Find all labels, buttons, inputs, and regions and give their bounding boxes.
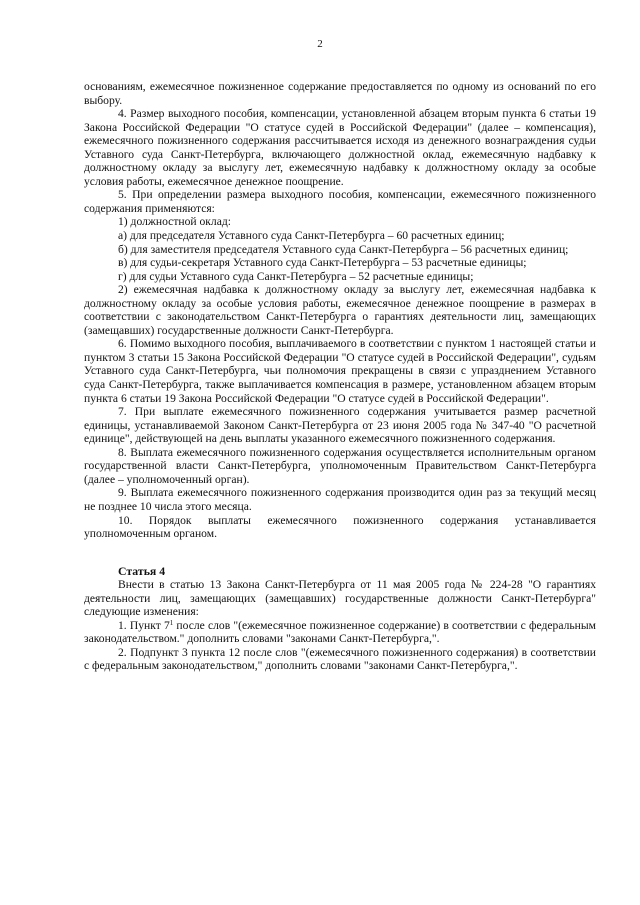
paragraph: 7. При выплате ежемесячного пожизненного содержания учитывается размер расчетной единицы, устанавливаемой Законом Санкт-Петербурга от 23 июня 2005 года № 347-40 "О расчетной единице", действующей на день выплаты указанного ежемесячного пожизненного содержания. [84,405,596,446]
paragraph: 6. Помимо выходного пособия, выплачиваемого в соответствии с пунктом 1 настоящей статьи и пунктом 3 статьи 15 Закона Российской Федерации "О статусе судей в Российской Федерации", судьям Уставного суда Санкт-Петербурга, чьи полномочия прекращены в связи с упразднением Уставного суда Санкт-Петербурга, также выплачивается компенсация в размере, установленном абзацем вторым пункта 6 статьи 19 Закона Российской Федерации "О статусе судей в Российской Федерации". [84,337,596,405]
paragraph: в) для судьи-секретаря Уставного суда Санкт-Петербурга – 53 расчетные единицы; [118,256,527,270]
article-item-1 [84,619,596,646]
page-number: 2 [317,38,323,50]
paragraph: б) для заместителя председателя Уставного суда Санкт-Петербурга – 56 расчетных единиц; [118,242,569,256]
article-heading: Статья 4 [118,563,166,578]
paragraph: 4. Размер выходного пособия, компенсации, установленной абзацем вторым пункта 6 статьи 19 Закона Российской Федерации "О статусе судей в Российской Федерации" (далее – компенсация), ежемесячного пожизненного содержания рассчитывается исходя из денежного вознаграждения судьи Уставного суда Санкт-Петербурга, включающего должностной оклад, ежемесячную надбавку к должностному окладу за выслугу лет, ежемесячную надбавку к должностному окладу за особые условия работы, ежемесячное денежное поощрение. [84,107,596,188]
paragraph: г) для судьи Уставного суда Санкт-Петербурга – 52 расчетные единицы; [118,269,474,283]
paragraph: а) для председателя Уставного суда Санкт-Петербурга – 60 расчетных единиц; [118,229,505,243]
article-item-2: 2. Подпункт 3 пункта 12 после слов "(ежемесячного пожизненного содержания) в соответствии с федеральным законодательством," дополнить словами "законами Санкт-Петербурга,". [84,645,596,673]
paragraph: 2) ежемесячная надбавка к должностному окладу за выслугу лет, ежемесячная надбавка к должностному окладу за особые условия работы, ежемесячное денежное поощрение в размерах в соответствии с законодательством Санкт-Петербурга о гарантиях деятельности лиц, замещающих (замещавших) государственные должности Санкт-Петербурга. [84,283,596,337]
item-1-superscript: 1 [169,618,174,627]
article-intro: Внести в статью 13 Закона Санкт-Петербурга от 11 мая 2005 года № 224-28 "О гарантиях деятельности лиц, замещающих (замещавших) государственные должности Санкт-Петербурга" следующие изменения: [84,578,596,619]
section-gap [84,541,596,553]
paragraph: 9. Выплата ежемесячного пожизненного содержания производится один раз за текущий месяц не позднее 10 числа этого месяца. [84,486,596,513]
paragraph: основаниям, ежемесячное пожизненное содержание предоставляется по одному из оснований по его выбору. [84,80,596,107]
item-1-start: 1. Пункт 7 [118,618,170,632]
item-1-rest: после слов "(ежемесячное пожизненное содержание) в соответствии с федеральным законодательством." дополнить словами "законами Санкт-Петербурга,". [84,618,596,646]
paragraph: 5. При определении размера выходного пособия, компенсации, ежемесячного пожизненного содержания применяются: [84,188,596,215]
document-body [84,80,596,673]
paragraph: 10. Порядок выплаты ежемесячного пожизненного содержания устанавливается уполномоченным органом. [84,513,596,541]
paragraph: 1) должностной оклад: [118,215,231,229]
paragraph: 8. Выплата ежемесячного пожизненного содержания осуществляется исполнительным органом государственной власти Санкт-Петербурга, уполномоченным Правительством Санкт-Петербурга (далее – уполномоченный орган). [84,445,596,486]
